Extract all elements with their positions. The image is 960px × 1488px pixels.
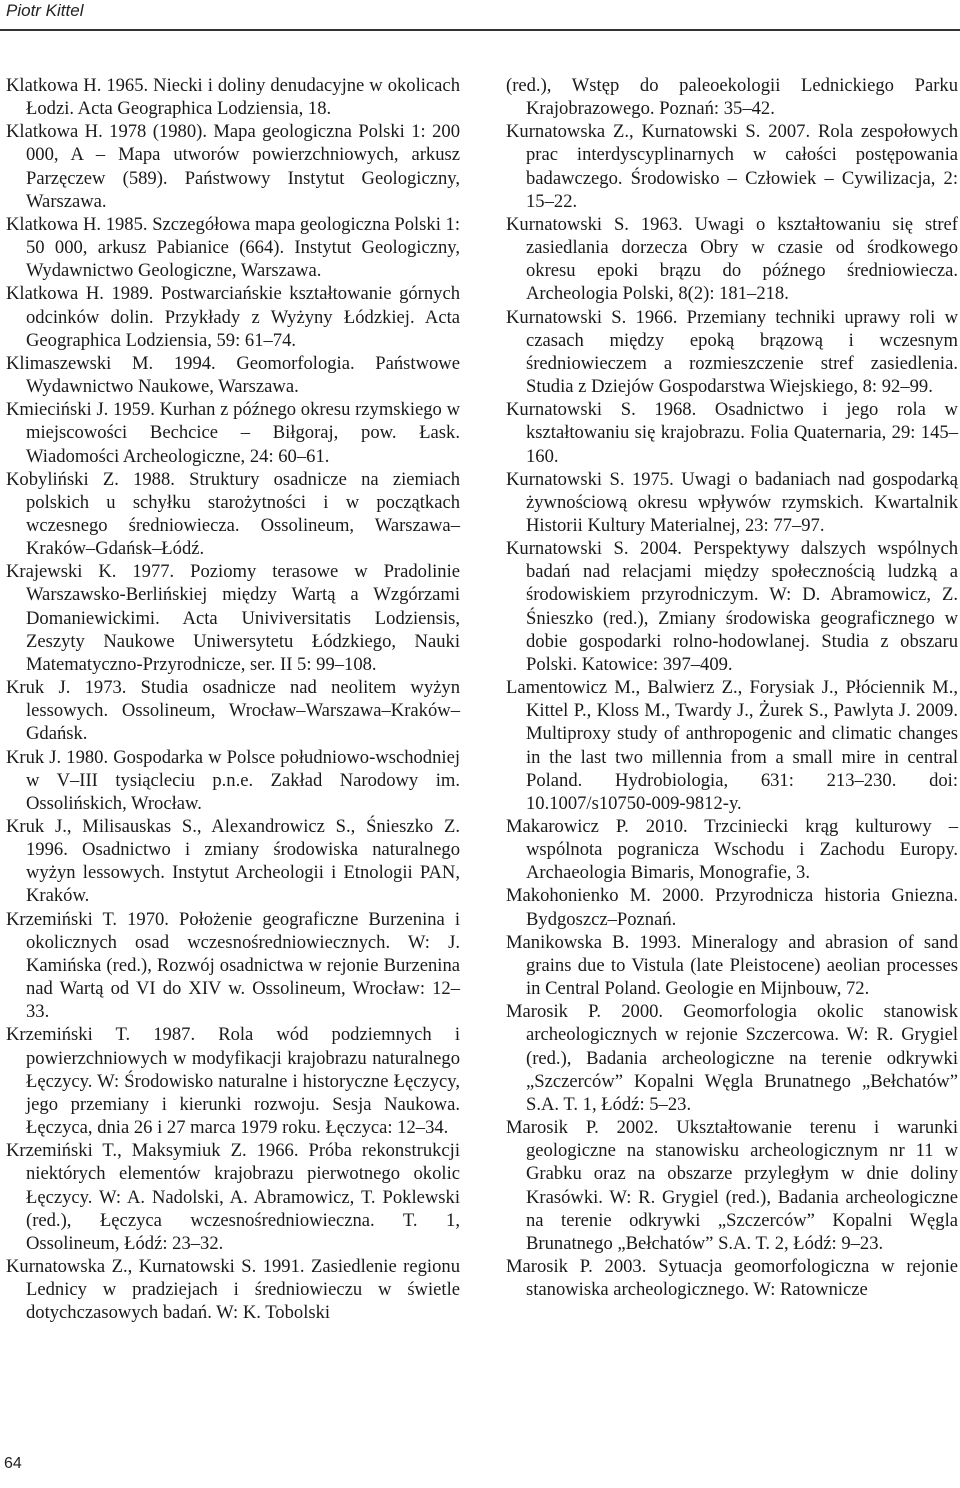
references-column-left — [6, 74, 460, 1324]
reference-entry: Klimaszewski M. 1994. Geomorfologia. Państwowe Wydawnictwo Naukowe, Warszawa. — [6, 352, 460, 398]
references-column-right — [506, 74, 958, 1301]
reference-entry: Kurnatowska Z., Kurnatowski S. 1991. Zasiedlenie regionu Lednicy w pradziejach i średniowieczu w świetle dotychczasowych badań. W: K. Tobolski — [6, 1255, 460, 1324]
reference-entry: Kurnatowski S. 1968. Osadnictwo i jego rola w kształtowaniu się krajobrazu. Folia Quaternaria, 29: 145–160. — [506, 399, 958, 467]
page-number: 64 — [4, 1455, 22, 1472]
reference-entry: Kmieciński J. 1959. Kurhan z późnego okresu rzymskiego w miejscowości Bechcice – Biłgoraj, pow. Łask. Wiadomości Archeologiczne, 24: 60–61. — [6, 399, 460, 467]
reference-entry: Kurnatowski S. 2004. Perspektywy dalszych wspólnych badań nad relacjami między społecznością ludzką a środowiskiem przyrodniczym. W: D. Abramowicz, Z. Śnieszko (red.), Zmiany środowiska geograficznego w dobie gospodarki rolno-hodowlanej. Studia z obszaru Polski. Katowice: 397–409. — [506, 538, 958, 675]
reference-entry: Marosik P. 2003. Sytuacja geomorfologiczna w rejonie stanowiska archeologicznego. W: Ratownicze — [506, 1255, 958, 1301]
reference-entry: Kruk J., Milisauskas S., Alexandrowicz S., Śnieszko Z. 1996. Osadnictwo i zmiany środowiska naturalnego wyżyn lessowych. Instytut Archeologii i Etnologii PAN, Kraków. — [6, 816, 460, 907]
reference-entry: Kurnatowski S. 1966. Przemiany techniki uprawy roli w czasach między epoką brązową i wczesnym średniowieczem a rozmieszczenie stref zasiedlenia. Studia z Dziejów Gospodarstwa Wiejskiego, 8: 92–99. — [506, 306, 958, 398]
reference-entry: Marosik P. 2002. Ukształtowanie terenu i warunki geologiczne na stanowisku archeologicznym nr 11 w Grabku oraz na obszarze przyległym w dnie doliny Krasówki. W: R. Grygiel (red.), Badania archeologiczne na terenie odkrywki „Szczerców” Kopalni Węgla Brunatnego „Bełchatów” S.A. T. 2, Łódź: 9–23. — [506, 1117, 958, 1254]
reference-entry: Kurnatowska Z., Kurnatowski S. 2007. Rola zespołowych prac interdyscyplinarnych w całości postępowania badawczego. Środowisko – Człowiek – Cywilizacja, 2: 15–22. — [506, 121, 958, 212]
reference-entry: Kurnatowski S. 1975. Uwagi o badaniach nad gospodarką żywnościową okresu wpływów rzymskich. Kwartalnik Historii Kultury Materialnej, 23: 77–97. — [506, 468, 958, 536]
reference-entry: (red.), Wstęp do paleoekologii Lednickiego Parku Krajobrazowego. Poznań: 35–42. — [506, 75, 958, 120]
header-rule — [0, 29, 960, 31]
reference-entry: Klatkowa H. 1978 (1980). Mapa geologiczna Polski 1: 200 000, A – Mapa utworów powierzchniowych, arkusz Parzęczew (589). Państwowy Instytut Geologiczny, Warszawa. — [6, 121, 460, 212]
reference-entry: Marosik P. 2000. Geomorfologia okolic stanowisk archeologicznych w rejonie Szczercowa. W: R. Grygiel (red.), Badania archeologiczne na terenie odkrywki „Szczerców” Kopalni Węgla Brunatnego „Bełchatów” S.A. T. 1, Łódź: 5–23. — [506, 1001, 958, 1115]
reference-entry: Krzemiński T. 1970. Położenie geograficzne Burzenina i okolicznych osad wczesnośredniowiecznych. W: J. Kamińska (red.), Rozwój osadnictwa w rejonie Burzenina nad Wartą od VI do XIV w. Ossolineum, Wrocław: 12–33. — [6, 908, 460, 1023]
reference-entry: Lamentowicz M., Balwierz Z., Forysiak J., Płóciennik M., Kittel P., Kloss M., Twardy J., Żurek S., Pawlyta J. 2009. Multiproxy study of anthropogenic and climatic changes in the last two millennia from a small mire in central Poland. Hydrobiologia, 631: 213–230. doi: 10.1007/s10750-009-9812-y. — [506, 677, 958, 814]
running-header-author: Piotr Kittel — [6, 1, 84, 20]
reference-entry: Makarowicz P. 2010. Trzciniecki krąg kulturowy – wspólnota pogranicza Wschodu i Zachodu Europy. Archaeologia Bimaris, Monografie, 3. — [506, 816, 958, 884]
reference-entry: Kruk J. 1973. Studia osadnicze nad neolitem wyżyn lessowych. Ossolineum, Wrocław–Warszawa–Kraków–Gdańsk. — [6, 677, 460, 745]
reference-entry: Kobyliński Z. 1988. Struktury osadnicze na ziemiach polskich u schyłku starożytności i w początkach wczesnego średniowiecza. Ossolineum, Warszawa–Kraków–Gdańsk–Łódź. — [6, 468, 460, 560]
reference-entry: Klatkowa H. 1985. Szczegółowa mapa geologiczna Polski 1: 50 000, arkusz Pabianice (664). Instytut Geologiczny, Wydawnictwo Geologiczne, Warszawa. — [6, 213, 460, 282]
reference-entry: Krzemiński T. 1987. Rola wód podziemnych i powierzchniowych w modyfikacji krajobrazu naturalnego Łęczycy. W: Środowisko naturalne i historyczne Łęczycy, jego przemiany i kierunki rozwoju. Sesja Naukowa. Łęczyca, dnia 26 i 27 marca 1979 roku. Łęczyca: 12–34. — [6, 1024, 460, 1139]
reference-entry: Makohonienko M. 2000. Przyrodnicza historia Gniezna. Bydgoszcz–Poznań. — [506, 885, 958, 930]
reference-entry: Krajewski K. 1977. Poziomy terasowe w Pradolinie Warszawsko-Berlińskiej między Wartą a Wzgórzami Domaniewickimi. Acta Univiversitatis Lodziensis, Zeszyty Naukowe Uniwersytetu Łódzkiego, Nauki Matematyczno-Przyrodnicze, ser. II 5: 99–108. — [6, 561, 460, 675]
reference-entry: Krzemiński T., Maksymiuk Z. 1966. Próba rekonstrukcji niektórych elementów krajobrazu pierwotnego okolic Łęczycy. W: A. Nadolski, A. Abramowicz, T. Poklewski (red.), Łęczyca wczesnośredniowieczna. T. 1, Ossolineum, Łódź: 23–32. — [6, 1140, 460, 1254]
reference-entry: Manikowska B. 1993. Mineralogy and abrasion of sand grains due to Vistula (late Pleistocene) aeolian processes in Central Poland. Geologie en Mijnbouw, 72. — [506, 931, 958, 1000]
reference-entry: Kruk J. 1980. Gospodarka w Polsce południowo-wschodniej w V–III tysiącleciu p.n.e. Zakład Narodowy im. Ossolińskich, Wrocław. — [6, 746, 460, 814]
reference-entry: Klatkowa H. 1989. Postwarciańskie kształtowanie górnych odcinków dolin. Przykłady z Wyżyny Łódzkiej. Acta Geographica Lodziensia, 59: 61–74. — [6, 283, 460, 351]
reference-entry: Klatkowa H. 1965. Niecki i doliny denudacyjne w okolicach Łodzi. Acta Geographica Lodziensia, 18. — [6, 75, 460, 120]
reference-entry: Kurnatowski S. 1963. Uwagi o kształtowaniu się stref zasiedlania dorzecza Obry w czasie od środkowego okresu epoki brązu do późnego średniowiecza. Archeologia Polski, 8(2): 181–218. — [506, 213, 958, 305]
